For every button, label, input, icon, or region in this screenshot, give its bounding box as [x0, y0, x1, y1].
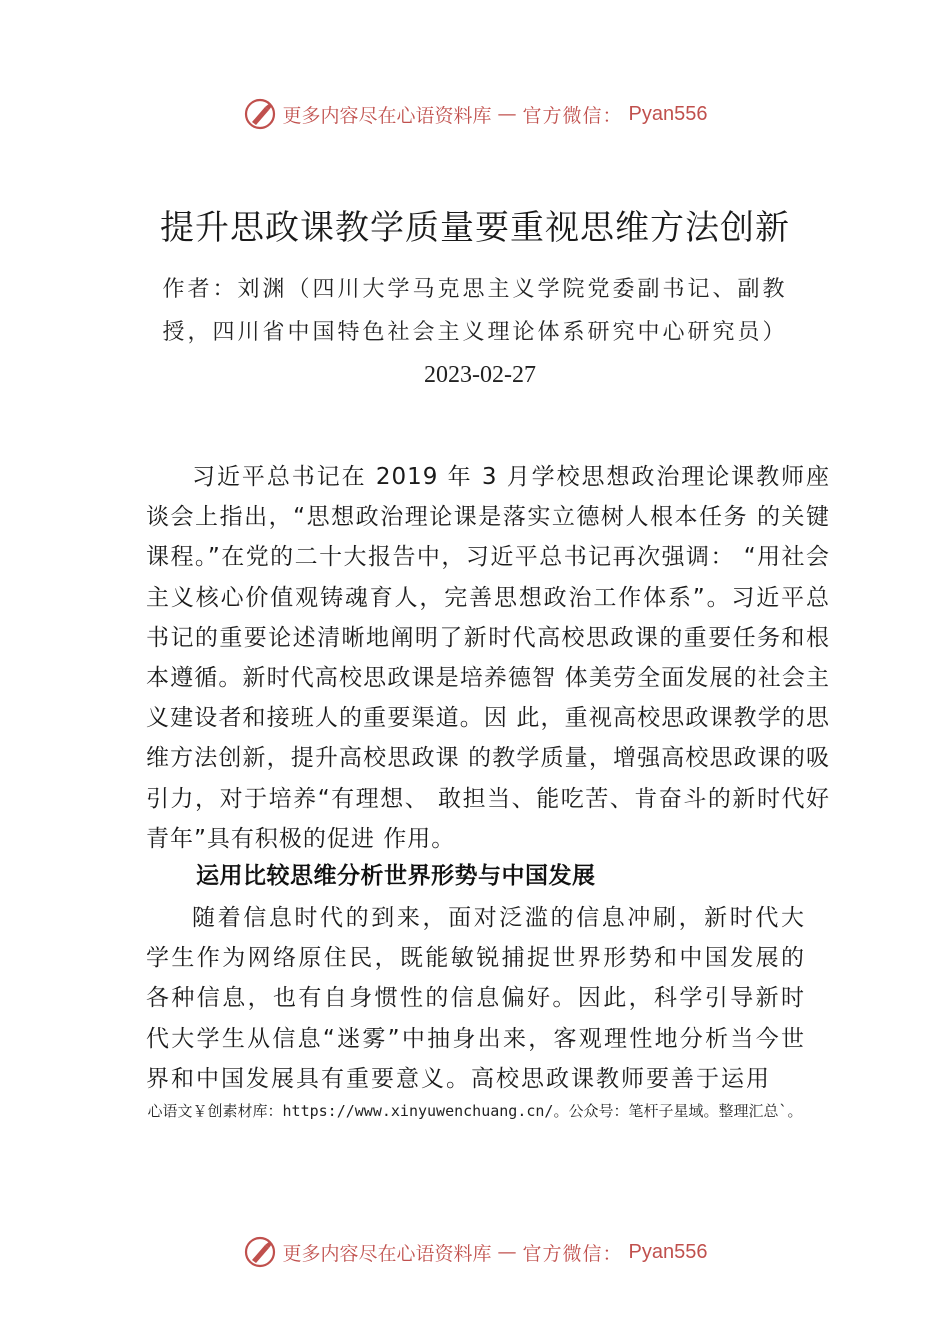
- publish-date: 2023-02-27: [424, 362, 536, 388]
- banner-wechat-id: Pyan556: [628, 102, 708, 125]
- banner-wechat-label: 官方微信：: [522, 104, 623, 127]
- pen-nib-seal-icon: [243, 1235, 277, 1269]
- banner-text: 更多内容尽在心语资料库: [282, 104, 492, 127]
- source-footnote: 心语文￥创素材库：https://www.xinyuwenchuang.cn/。公众号：笔杆子星域。整理汇总`。: [147, 1102, 803, 1120]
- banner-wechat-id: Pyan556: [628, 1240, 708, 1263]
- top-banner: [0, 92, 950, 136]
- article-body-section: [146, 898, 806, 1099]
- banner-text: 更多内容尽在心语资料库: [282, 1242, 492, 1265]
- article-title: 提升思政课教学质量要重视思维方法创新: [160, 208, 790, 248]
- paragraph: 随着信息时代的到来，面对泛滥的信息冲刷，新时代大学生作为网络原住民，既能敏锐捕捉世界形势和中国发展的各种信息，也有自身惯性的信息偏好。因此，科学引导新时代大学生从信息“迷雾”中抽身出来，客观理性地分析当今世界和中国发展具有重要意义。高校思政课教师要善于运用: [146, 905, 806, 1092]
- banner-dash: —: [497, 1241, 517, 1263]
- article-body-intro: [146, 457, 830, 859]
- banner-wechat-label: 官方微信：: [522, 1242, 623, 1265]
- bottom-banner: [0, 1230, 950, 1274]
- paragraph: 习近平总书记在 2019 年 3 月学校思想政治理论课教师座谈会上指出，“思想政治理论课是落实立德树人根本任务 的关键课程。”在党的二十大报告中，习近平总书记再次强调： “用社会主义核心价值观铸魂育人，完善思想政治工作体系”。习近平总书记的重要论述清晰地阐明了新时代高校思政课的重要任务和根本遵循。新时代高校思政课是培养德智 体美劳全面发展的社会主义建设者和接班人的重要渠道。因 此，重视高校思政课教学的思维方法创新，提升高校思政课 的教学质量，增强高校思政课的吸引力，对于培养“有理想、 敢担当、能吃苦、肯奋斗的新时代好青年”具有积极的促进 作用。: [146, 464, 830, 852]
- section-heading: 运用比较思维分析世界形势与中国发展: [196, 863, 596, 889]
- author-line: 作者：刘渊（四川大学马克思主义学院党委副书记、副教授，四川省中国特色社会主义理论体系研究中心研究员）: [162, 277, 788, 345]
- author-block: [160, 268, 790, 397]
- pen-nib-seal-icon: [243, 97, 277, 131]
- banner-dash: —: [497, 103, 517, 125]
